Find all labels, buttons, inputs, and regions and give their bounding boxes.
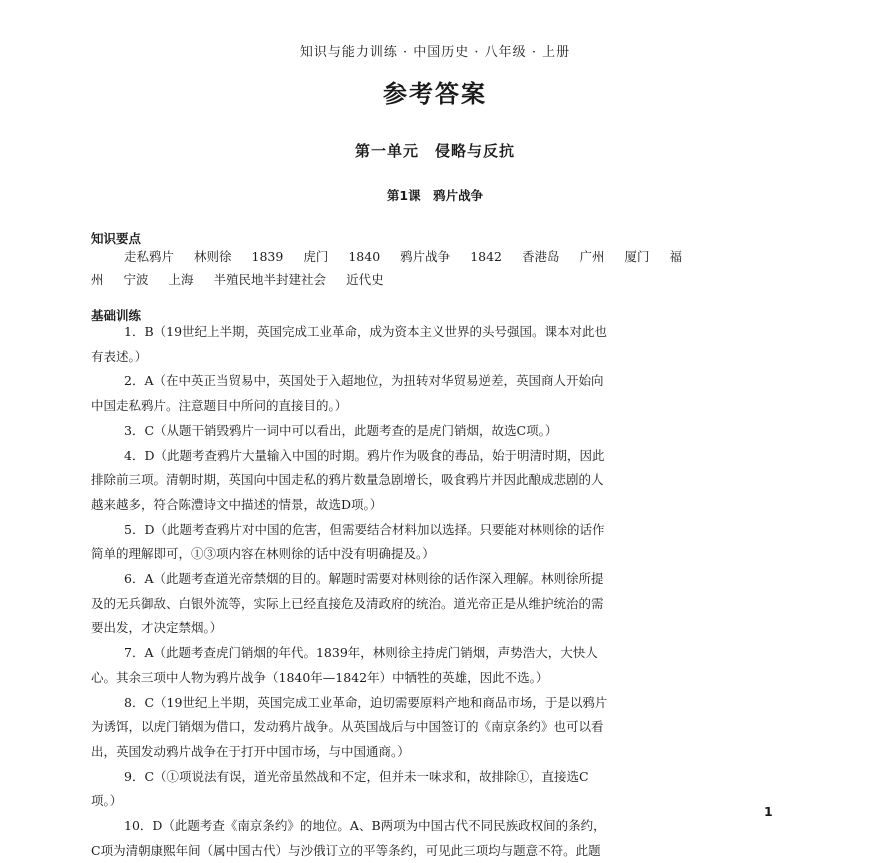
answer-line: 项。） xyxy=(91,793,123,809)
running-header: 知识与能力训练 · 中国历史 · 八年级 · 上册 xyxy=(299,45,571,60)
answer-line: 心。其余三项中人物为鸦片战争（1840年—1842年）中牺牲的英雄，因此不选。） xyxy=(91,669,549,685)
knowledge-term: 广州 xyxy=(579,249,605,264)
knowledge-term: 1842 xyxy=(470,249,502,264)
knowledge-term: 厦门 xyxy=(624,249,650,264)
knowledge-term: 州 xyxy=(91,272,104,287)
answer-line: 5．D（此题考查鸦片对中国的危害，但需要结合材料加以选择。只要能对林则徐的话作 xyxy=(124,521,605,537)
answer-item xyxy=(91,814,791,863)
answer-item xyxy=(91,567,791,641)
answer-item xyxy=(91,320,791,369)
basic-training-heading: 基础训练 xyxy=(91,308,142,323)
knowledge-points-heading: 知识要点 xyxy=(91,231,142,246)
knowledge-term: 走私鸦片 xyxy=(124,249,175,264)
answer-item xyxy=(91,691,791,765)
knowledge-term: 林则徐 xyxy=(194,249,232,264)
knowledge-term: 鸦片战争 xyxy=(400,249,451,264)
answer-item xyxy=(91,444,791,518)
page-number: 1 xyxy=(764,804,773,819)
answer-line: 越来越多，符合陈澧诗文中描述的情景，故选D项。） xyxy=(91,496,383,512)
knowledge-term: 1840 xyxy=(348,249,381,264)
answer-line: 及的无兵御敌、白银外流等，实际上已经直接危及清政府的统治。道光帝正是从维护统治的需 xyxy=(91,595,604,611)
answer-line: 排除前三项。清朝时期，英国向中国走私的鸦片数量急剧增长，吸食鸦片并因此酿成悲剧的人 xyxy=(91,472,604,488)
answer-line: 要出发，才决定禁烟。） xyxy=(91,620,223,636)
answer-line: 简单的理解即可，①③项内容在林则徐的话中没有明确提及。） xyxy=(91,546,435,562)
answer-item xyxy=(91,765,791,814)
knowledge-points-line xyxy=(91,247,824,265)
answer-line: C项为清朝康熙年间（属中国古代）与沙俄订立的平等条约，可见此三项均与题意不符。此题 xyxy=(91,842,601,858)
answer-line: 1．B（19世纪上半期，英国完成工业革命，成为资本主义世界的头号强国。课本对此也 xyxy=(124,324,608,339)
knowledge-points-line xyxy=(91,270,791,288)
knowledge-term: 近代史 xyxy=(346,272,384,287)
answer-line: 3．C（从题干销毁鸦片一词中可以看出，此题考查的是虎门销烟，故选C项。） xyxy=(124,422,558,438)
knowledge-term: 虎门 xyxy=(303,249,329,264)
answer-line: 出，英国发动鸦片战争在于打开中国市场，与中国通商。） xyxy=(91,743,410,759)
knowledge-term: 福 xyxy=(669,249,683,264)
knowledge-term: 上海 xyxy=(168,272,194,287)
answer-line: 4．D（此题考查鸦片大量输入中国的时期。鸦片作为吸食的毒品，始于明清时期，因此 xyxy=(124,447,605,463)
knowledge-term: 宁波 xyxy=(123,272,149,287)
knowledge-term: 1839 xyxy=(251,249,284,264)
knowledge-term: 香港岛 xyxy=(522,249,560,264)
answer-item xyxy=(91,419,791,444)
answers-list xyxy=(91,320,791,863)
page-title: 参考答案 xyxy=(383,79,487,108)
answer-line: 2．A（在中英正当贸易中，英国处于入超地位，为扭转对华贸易逆差，英国商人开始向 xyxy=(124,373,604,389)
answer-item xyxy=(91,641,791,690)
unit-title: 第一单元 侵略与反抗 xyxy=(354,142,515,160)
answer-line: 有表述。） xyxy=(91,348,148,364)
answer-line: 中国走私鸦片。注意题目中所问的直接目的。） xyxy=(91,398,348,414)
answer-line: 7．A（此题考查虎门销烟的年代。1839年，林则徐主持虎门销烟，声势浩大，大快人 xyxy=(124,645,598,661)
answer-line: 9．C（①项说法有误，道光帝虽然战和不定，但并未一味求和，故排除①，直接选C xyxy=(124,768,589,784)
answer-line: 10．D（此题考查《南京条约》的地位。A、B两项为中国古代不同民族政权间的条约， xyxy=(124,818,606,834)
answer-line: 6．A（此题考查道光帝禁烟的目的。解题时需要对林则徐的话作深入理解。林则徐所提 xyxy=(124,571,604,587)
answer-item xyxy=(91,369,791,418)
lesson-title: 第1课 鸦片战争 xyxy=(386,188,484,203)
knowledge-term: 半殖民地半封建社会 xyxy=(213,272,327,287)
answer-item xyxy=(91,518,791,567)
answer-line: 8．C（19世纪上半期，英国完成工业革命，迫切需要原料产地和商品市场，于是以鸦片 xyxy=(124,694,608,710)
answer-line: 为诱饵，以虎门销烟为借口，发动鸦片战争。从英国战后与中国签订的《南京条约》也可以看 xyxy=(91,719,604,735)
